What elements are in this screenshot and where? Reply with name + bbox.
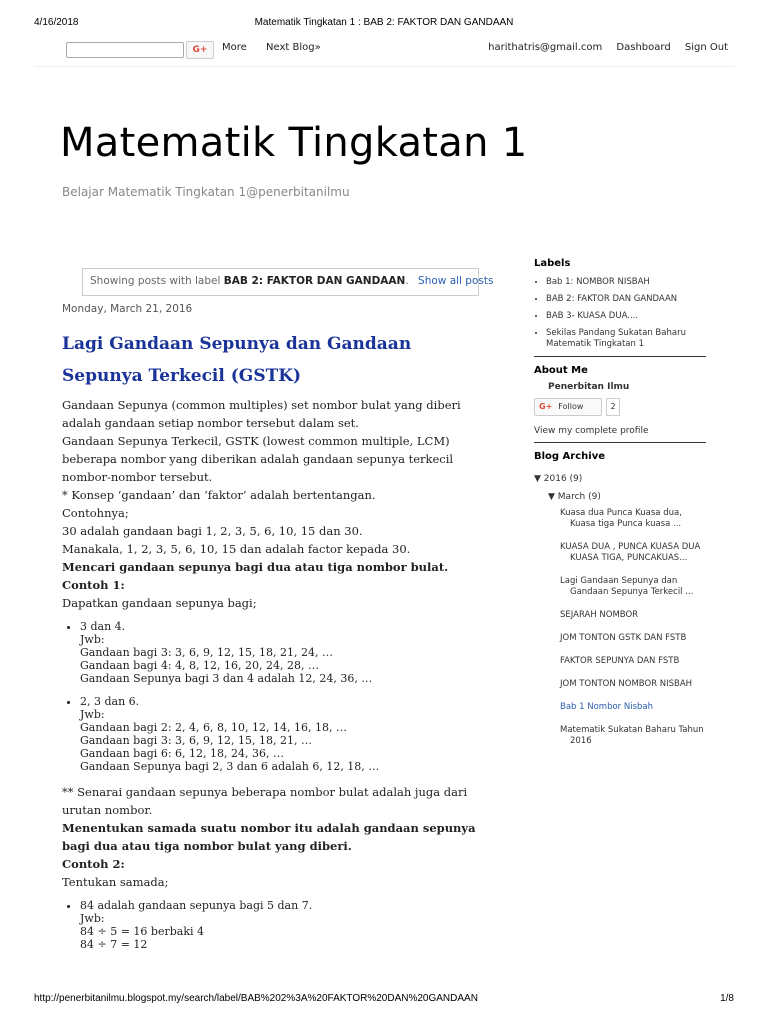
navbar-account	[477, 42, 728, 53]
archive-post-link[interactable]: Kuasa dua Punca Kuasa dua, Kuasa tiga Punca kuasa ...	[560, 508, 682, 529]
blog-title[interactable]: Matematik Tingkatan 1	[60, 120, 528, 166]
list-item	[80, 620, 492, 685]
archive-posts	[560, 508, 706, 747]
example-line: Gandaan Sepunya bagi 2, 3 dan 6 adalah 6, 12, 18, …	[80, 760, 380, 773]
post-paragraph: * Konsep ‘gandaan’ dan ‘faktor’ adalah bertentangan.	[62, 488, 376, 502]
example-line: • 2, 3 dan 6.	[80, 695, 140, 708]
label-link[interactable]: • Bab 1: NOMBOR NISBAH	[546, 277, 706, 288]
example-line: 84 ÷ 7 = 12	[80, 938, 148, 951]
archive-heading: Blog Archive	[534, 451, 606, 462]
example-heading: Contoh 1:	[62, 578, 125, 592]
example-line: 84 ÷ 5 = 16 berbaki 4	[80, 925, 204, 938]
example-list	[62, 899, 492, 951]
post-title[interactable]: Lagi Gandaan Sepunya dan Gandaan Sepunya Terkecil (GSTK)	[62, 334, 412, 386]
search-input[interactable]	[66, 42, 184, 58]
about-heading: About Me	[534, 365, 588, 376]
labels-list	[534, 277, 706, 350]
label-status-box	[82, 268, 494, 296]
print-date: 4/16/2018	[34, 17, 79, 28]
follow-row	[534, 398, 706, 418]
post-subheading: Menentukan samada suatu nombor itu adalah gandaan sepunya bagi dua atau tiga nombor bulat yang diberi.	[62, 821, 476, 853]
post-paragraph: Dapatkan gandaan sepunya bagi;	[62, 596, 257, 610]
label-link[interactable]: • BAB 3- KUASA DUA....	[546, 311, 706, 322]
example-list	[62, 620, 492, 773]
post-paragraph: Manakala, 1, 2, 3, 5, 6, 10, 15 dan adalah factor kepada 30.	[62, 542, 411, 556]
print-title: Matematik Tingkatan 1 : BAB 2: FAKTOR DAN GANDAAN	[254, 17, 514, 28]
example-line: Gandaan bagi 6: 6, 12, 18, 24, 36, …	[80, 747, 284, 760]
example-line: • 3 dan 4.	[80, 620, 126, 633]
example-line: Gandaan bagi 2: 2, 4, 6, 8, 10, 12, 14, 16, 18, …	[80, 721, 347, 734]
post-paragraph: 30 adalah gandaan bagi 1, 2, 3, 5, 6, 10, 15 dan 30.	[62, 524, 363, 538]
print-url: http://penerbitanilmu.blogspot.my/search/label/BAB%202%3A%20FAKTOR%20DAN%20GANDAAN	[34, 993, 478, 1004]
list-item	[80, 695, 492, 773]
example-line: Gandaan bagi 3: 3, 6, 9, 12, 15, 18, 21, …	[80, 734, 312, 747]
labels-heading: Labels	[534, 258, 571, 269]
example-line: Gandaan bagi 3: 3, 6, 9, 12, 15, 18, 21, 24, …	[80, 646, 333, 659]
post-body	[62, 396, 492, 961]
archive-year-toggle[interactable]: ▼ 2016 (9)	[534, 474, 583, 484]
post-date: Monday, March 21, 2016	[62, 303, 193, 315]
archive-post-link[interactable]: FAKTOR SEPUNYA DAN FSTB	[560, 656, 680, 666]
follow-button[interactable]	[534, 398, 602, 416]
post-paragraph: Gandaan Sepunya Terkecil, GSTK (lowest common multiple, LCM) beberapa nombor yang diberikan adalah gandaan sepunya terkecil nombor-nombor tersebut.	[62, 434, 454, 484]
profile-name[interactable]: Penerbitan Ilmu	[548, 382, 630, 392]
archive-post-link[interactable]: Lagi Gandaan Sepunya dan Gandaan Sepunya Terkecil ...	[560, 576, 694, 597]
archive-post-link[interactable]: Matematik Sukatan Baharu Tahun 2016	[560, 725, 704, 746]
sign-out-link[interactable]: Sign Out	[684, 42, 728, 53]
google-plus-button[interactable]: G+	[186, 41, 214, 59]
archive-month-toggle[interactable]: ▼ March (9)	[548, 492, 601, 502]
sidebar	[534, 258, 706, 759]
post-paragraph: Tentukan samada;	[62, 875, 169, 889]
google-plus-icon: G+	[539, 402, 553, 411]
divider	[534, 356, 706, 357]
label-link[interactable]: • Sekilas Pandang Sukatan Baharu Matematik Tingkatan 1	[546, 328, 706, 350]
blogger-navbar	[34, 36, 734, 67]
status-label: BAB 2: FAKTOR DAN GANDAAN	[223, 275, 406, 287]
status-suffix: .	[405, 275, 409, 287]
example-line: Jwb:	[80, 912, 105, 925]
example-line: • 84 adalah gandaan sepunya bagi 5 dan 7.	[80, 899, 313, 912]
status-prefix: Showing posts with label	[90, 275, 221, 287]
more-link[interactable]: More	[222, 42, 247, 53]
account-email[interactable]: harithatris@gmail.com	[488, 42, 603, 53]
example-heading: Contoh 2:	[62, 857, 125, 871]
show-all-posts-link[interactable]: Show all posts	[418, 275, 494, 287]
archive-post-link[interactable]: JOM TONTON NOMBOR NISBAH	[560, 679, 693, 689]
example-line: Jwb:	[80, 633, 105, 646]
archive-post-link[interactable]: KUASA DUA , PUNCA KUASA DUA KUASA TIGA, PUNCAKUAS...	[560, 542, 701, 563]
divider	[534, 442, 706, 443]
post-paragraph: Contohnya;	[62, 506, 129, 520]
post-paragraph: Gandaan Sepunya (common multiples) set nombor bulat yang diberi adalah gandaan setiap nombor tersebut dalam set.	[62, 398, 461, 430]
example-line: Gandaan bagi 4: 4, 8, 12, 16, 20, 24, 28, …	[80, 659, 319, 672]
follower-count: 2	[606, 398, 620, 416]
post-subheading: Mencari gandaan sepunya bagi dua atau tiga nombor bulat.	[62, 560, 449, 574]
view-profile-link[interactable]: View my complete profile	[534, 426, 649, 436]
example-line: Jwb:	[80, 708, 105, 721]
dashboard-link[interactable]: Dashboard	[616, 42, 671, 53]
archive-post-link[interactable]: Bab 1 Nombor Nisbah	[560, 702, 654, 712]
post-paragraph: ** Senarai gandaan sepunya beberapa nombor bulat adalah juga dari urutan nombor.	[62, 785, 468, 817]
blog-description: Belajar Matematik Tingkatan 1@penerbitanilmu	[62, 185, 350, 199]
example-line: Gandaan Sepunya bagi 3 dan 4 adalah 12, 24, 36, …	[80, 672, 373, 685]
follow-label: Follow	[558, 402, 584, 411]
archive-post-link[interactable]: JOM TONTON GSTK DAN FSTB	[560, 633, 687, 643]
archive-post-link[interactable]: SEJARAH NOMBOR	[560, 610, 639, 620]
list-item	[80, 899, 492, 951]
next-blog-link[interactable]: Next Blog»	[266, 42, 321, 53]
print-page-number: 1/8	[720, 993, 734, 1004]
label-link[interactable]: • BAB 2: FAKTOR DAN GANDAAN	[546, 294, 706, 305]
